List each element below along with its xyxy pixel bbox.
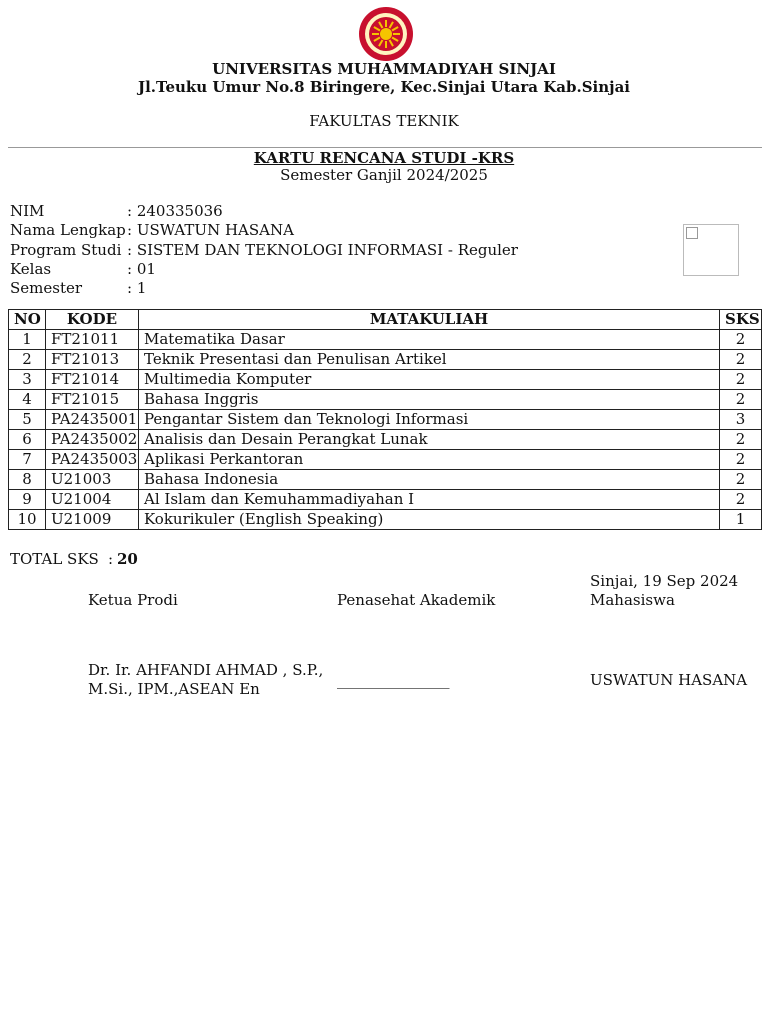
row-code: U21009: [46, 510, 139, 530]
row-credits: 2: [720, 430, 762, 450]
row-credits: 2: [720, 370, 762, 390]
total-credits-value: 20: [117, 550, 138, 568]
info-value: : 240335036: [127, 202, 223, 220]
info-label: Program Studi: [10, 241, 122, 259]
university-address: Jl.Teuku Umur No.8 Biringere, Kec.Sinjai Utara Kab.Sinjai: [138, 78, 630, 96]
row-course: Pengantar Sistem dan Teknologi Informasi: [139, 410, 720, 430]
table-header-row: [9, 310, 762, 330]
row-code: FT21015: [46, 390, 139, 410]
table-row: [9, 350, 762, 370]
kaprodi-name-line2: M.Si., IPM.,ASEAN En: [88, 680, 260, 698]
row-course: Analisis dan Desain Perangkat Lunak: [139, 430, 720, 450]
row-no: 6: [9, 430, 46, 450]
table-row: [9, 410, 762, 430]
row-course: Bahasa Inggris: [139, 390, 720, 410]
row-no: 3: [9, 370, 46, 390]
logo-sun-core: [380, 28, 392, 40]
row-no: 10: [9, 510, 46, 530]
table-row: [9, 470, 762, 490]
table-row: [9, 450, 762, 470]
row-credits: 3: [720, 410, 762, 430]
row-code: FT21011: [46, 330, 139, 350]
header-divider: [8, 147, 762, 148]
document-title: KARTU RENCANA STUDI -KRS: [253, 149, 515, 167]
kaprodi-title: Ketua Prodi: [88, 591, 178, 609]
row-credits: 2: [720, 350, 762, 370]
broken-image-icon: [686, 227, 698, 239]
column-header-code: KODE: [46, 310, 139, 330]
info-value: : 01: [127, 260, 156, 278]
row-code: FT21013: [46, 350, 139, 370]
row-course: Teknik Presentasi dan Penulisan Artikel: [139, 350, 720, 370]
row-no: 8: [9, 470, 46, 490]
row-credits: 2: [720, 470, 762, 490]
row-code: PA2435002: [46, 430, 139, 450]
info-label: Nama Lengkap: [10, 221, 126, 239]
row-no: 9: [9, 490, 46, 510]
total-credits-separator: :: [108, 550, 114, 568]
table-row: [9, 370, 762, 390]
table-row: [9, 330, 762, 350]
row-code: U21004: [46, 490, 139, 510]
row-course: Multimedia Komputer: [139, 370, 720, 390]
row-no: 4: [9, 390, 46, 410]
row-no: 1: [9, 330, 46, 350]
row-credits: 2: [720, 490, 762, 510]
advisor-title: Penasehat Akademik: [337, 591, 496, 609]
table-row: [9, 490, 762, 510]
info-label: Kelas: [10, 260, 52, 278]
row-no: 2: [9, 350, 46, 370]
row-credits: 2: [720, 390, 762, 410]
info-label: NIM: [10, 202, 45, 220]
row-code: PA2435001: [46, 410, 139, 430]
course-table: [8, 309, 762, 530]
university-name: UNIVERSITAS MUHAMMADIYAH SINJAI: [212, 60, 556, 78]
table-row: [9, 390, 762, 410]
row-course: Matematika Dasar: [139, 330, 720, 350]
info-value: : SISTEM DAN TEKNOLOGI INFORMASI - Reguler: [127, 241, 518, 259]
student-photo: [683, 224, 739, 276]
total-credits-label: TOTAL SKS: [10, 550, 99, 568]
info-value: : 1: [127, 279, 147, 297]
row-credits: 2: [720, 330, 762, 350]
info-label: Semester: [10, 279, 83, 297]
row-course: Al Islam dan Kemuhammadiyahan I: [139, 490, 720, 510]
row-no: 7: [9, 450, 46, 470]
semester-period: Semester Ganjil 2024/2025: [280, 166, 488, 184]
column-header-credits: SKS: [720, 310, 762, 330]
column-header-course: MATAKULIAH: [139, 310, 720, 330]
column-header-no: NO: [9, 310, 46, 330]
advisor-signature-line: _______________: [337, 671, 450, 689]
row-course: Kokurikuler (English Speaking): [139, 510, 720, 530]
info-value: : USWATUN HASANA: [127, 221, 294, 239]
faculty-name: FAKULTAS TEKNIK: [309, 112, 459, 130]
row-no: 5: [9, 410, 46, 430]
row-course: Bahasa Indonesia: [139, 470, 720, 490]
row-credits: 2: [720, 450, 762, 470]
row-code: FT21014: [46, 370, 139, 390]
row-code: U21003: [46, 470, 139, 490]
student-signature-name: USWATUN HASANA: [590, 671, 748, 689]
row-credits: 1: [720, 510, 762, 530]
place-date: Sinjai, 19 Sep 2024: [590, 572, 739, 590]
row-code: PA2435003: [46, 450, 139, 470]
kaprodi-name-line1: Dr. Ir. AHFANDI AHMAD , S.P.,: [88, 661, 324, 679]
row-course: Aplikasi Perkantoran: [139, 450, 720, 470]
student-title: Mahasiswa: [590, 591, 675, 609]
table-row: [9, 510, 762, 530]
table-row: [9, 430, 762, 450]
university-logo: [356, 5, 416, 63]
